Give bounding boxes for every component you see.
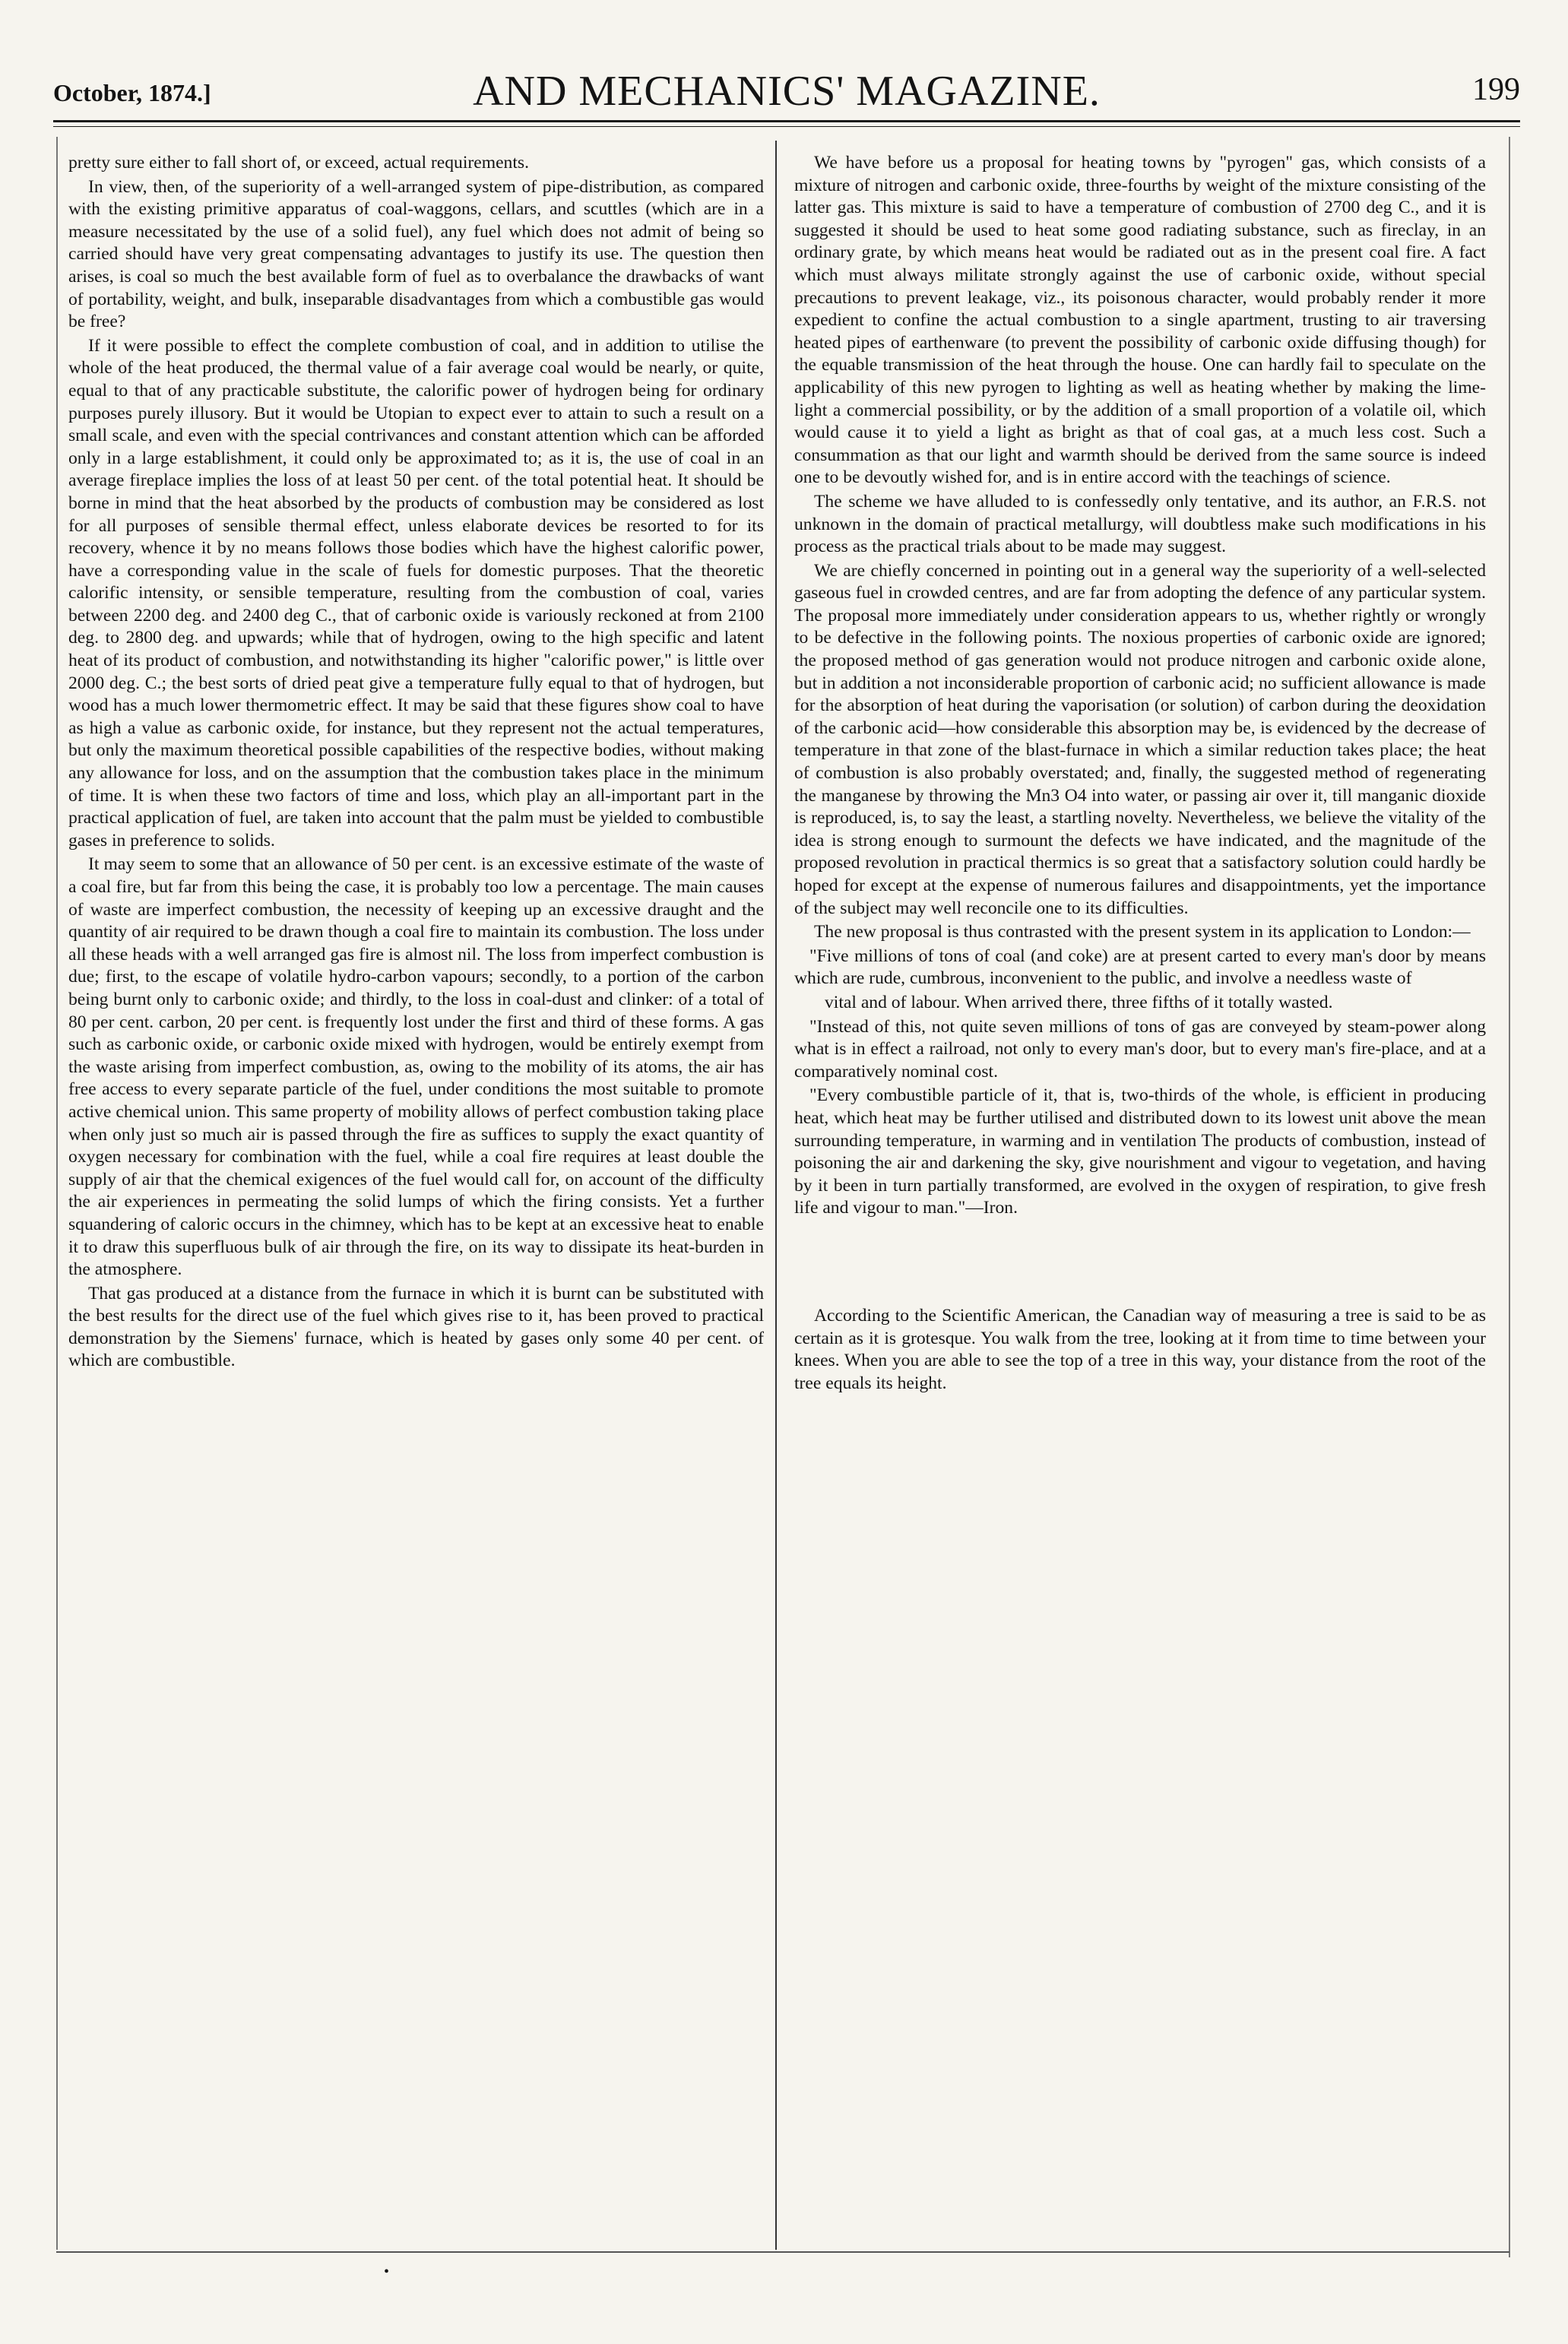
quote-paragraph: vital and of labour. When arrived there, three fifths of it totally wasted.	[825, 992, 1333, 1012]
paragraph: According to the Scientific American, the Canadian way of measuring a tree is said to be as certain as it is grotesque. You walk from the tree, looking at it from time to time between your knees. When you are able to see the top of a tree in this way, your distance from the root of the tree equals its height.	[794, 1305, 1486, 1393]
paragraph: In view, then, of the superiority of a well-arranged system of pipe-distribution, as compared with the existing primitive apparatus of coal-waggons, cellars, and scuttles (which are in a measure necessitated by the use of a solid fuel), any fuel which does not admit of being so carried should have very great compensating advantages to justify its use. The question then arises, is coal so much the best available form of fuel as to overbalance the drawbacks of want of portability, weight, and bulk, inseparable disadvantages from which a combustible gas would be free?	[68, 176, 764, 332]
left-column	[68, 152, 764, 1374]
paragraph: pretty sure either to fall short of, or exceed, actual requirements.	[68, 153, 529, 173]
page-header	[53, 64, 1520, 117]
paragraph: We are chiefly concerned in pointing out in a general way the superiority of a well-selected gaseous fuel in crowded centres, and are far from adopting the defence of any particular system. The proposal more immediately under consideration appears to us, whether rightly or wrongly to be defective in the following points. The noxious properties of carbonic oxide are ignored; the proposed method of gas generation would not produce nitrogen and carbonic oxide alone, but in addition a not inconsiderable proportion of carbonic acid; no sufficient allowance is made for the absorption of heat during the vaporisation (or solution) of carbon during the deoxidation of the carbonic acid—how considerable this absorption may be, is evidenced by the decrease of temperature in that zone of the blast-furnace in which a similar reduction takes place; the heat of combustion is also probably overstated; and, finally, the suggested method of regenerating the manganese by throwing the Mn3 O4 into water, or passing air over it, till manganic dioxide is reproduced, is, to say the least, a startling novelty. Nevertheless, we believe the vitality of the idea is strong enough to surmount the defects we have indicated, and the magnitude of the proposed revolution in practical thermics is so great that a satisfactory solution could hardly be hoped for except at the expense of numerous failures and disappointments, yet the importance of the subject may well reconcile one to its difficulties.	[794, 560, 1486, 918]
bottom-rule	[56, 2251, 1509, 2253]
header-date: October, 1874.]	[53, 79, 211, 106]
header-rule	[53, 120, 1520, 122]
section-gap	[794, 1221, 1486, 1305]
header-rule-thin	[53, 126, 1520, 127]
paragraph: The new proposal is thus contrasted with the present system in its application to London:—	[814, 922, 1471, 942]
ornament-dot: •	[384, 2263, 390, 2280]
paragraph: The scheme we have alluded to is confessedly only tentative, and its author, an F.R.S. not unknown in the domain of practical metallurgy, will doubtless make such modifications in his process as the practical trials about to be made may suggest.	[794, 491, 1486, 557]
quote-paragraph: "Five millions of tons of coal (and coke) are at present carted to every man's door by means which are rude, cumbrous, inconvenient to the public, and involve a needless waste of	[794, 946, 1486, 989]
paragraph: It may seem to some that an allowance of 50 per cent. is an excessive estimate of the waste of a coal fire, but far from this being the case, it is probably too low a percentage. The main causes of waste are imperfect combustion, the necessity of keeping up an excessive draught and the quantity of air required to be drawn though a coal fire to maintain its combustion. The loss under all these heads with a well arranged gas fire is almost nil. The loss from imperfect combustion is due; first, to the escape of volatile hydro-carbon vapours; secondly, to a portion of the carbon being burnt only to carbonic oxide; and thirdly, to the loss in coal-dust and clinker: of a total of 80 per cent. carbon, 20 per cent. is frequently lost under the first and third of these forms. A gas such as carbonic oxide, or carbonic oxide mixed with hydrogen, would be entirely exempt from the waste arising from imperfect combustion, as, owing to the mobility of its atoms, the air has free access to every separate particle of the fuel, under conditions the most suitable to promote active chemical union. This same property of mobility allows of perfect combustion taking place when only just so much air is passed through the fire as suffices to supply the exact quantity of oxygen necessary for combination with the fuel, while a coal fire requires at least double the supply of air that the chemical exigences of the fuel would call for, on account of the difficulty the air experiences in permeating the solid lumps of which the firing consists. Yet a further squandering of caloric occurs in the chimney, which has to be kept at an excessive heat to enable it to draw this superfluous bulk of air through the fire, on its way to dissipate its heat-burden in the atmosphere.	[68, 854, 764, 1280]
column-divider	[775, 141, 777, 2250]
right-column	[794, 152, 1486, 1396]
quote-paragraph: "Every combustible particle of it, that is, two-thirds of the whole, is efficient in producing heat, which heat may be further utilised and distributed down to its lowest unit above the mean surrounding temperature, in warming and in ventilation The products of combustion, instead of poisoning the air and darkening the sky, give nourishment and vigour to vegetation, and having by it been in turn partially transformed, are evolved in the oxygen of respiration, to give fresh life and vigour to man."—Iron.	[794, 1085, 1486, 1218]
paragraph: If it were possible to effect the complete combustion of coal, and in addition to utilise the whole of the heat produced, the thermal value of a fair average coal would be nearly, or quite, equal to that of any practicable substitute, the calorific power of hydrogen being for ordinary purposes purely illusory. But it would be Utopian to expect ever to attain to such a result on a small scale, and even with the special contrivances and constant attention which can be afforded only in a large establishment, it could only be approximated to; as it is, the use of coal in an average fireplace implies the loss of at least 50 per cent. of the total potential heat. It should be borne in mind that the heat absorbed by the products of combustion may be considered as lost for all purposes of sensible thermal effect, unless elaborate devices be resorted to for its recovery, whence it by no means follows those bodies which have the highest calorific power, have a corresponding value in the scale of fuels for domestic purposes. That the theoretic calorific intensity, or sensible temperature, resulting from the combustion of coal, varies between 2200 deg. and 2400 deg C., that of carbonic oxide is variously reckoned at from 2100 deg. to 2800 deg. and upwards; while that of hydrogen, owing to the high specific and latent heat of its product of combustion, and notwithstanding its higher "calorific power," is little over 2000 deg. C.; the best sorts of dried peat give a temperature fully equal to that of hydrogen, but wood has a much lower thermometric effect. It may be said that these figures show coal to have as high a value as carbonic oxide, for instance, but they represent not the actual temperatures, but only the maximum theoretical possible capabilities of the respective bodies, without making any allowance for loss, and on the assumption that the combustion takes place in the minimum of time. It is when these two factors of time and loss, which play an all-important part in the practical application of fuel, are taken into account that the palm must be yielded to combustible gases in preference to solids.	[68, 335, 764, 850]
right-page-edge	[1509, 137, 1510, 2257]
quote-paragraph: "Instead of this, not quite seven millions of tons of gas are conveyed by steam-power along what is in effect a railroad, not only to every man's door, but to every man's fire-place, and at a comparatively nominal cost.	[794, 1016, 1486, 1082]
paragraph: That gas produced at a distance from the furnace in which it is burnt can be substituted with the best results for the direct use of the fuel which gives rise to it, has been proved to practical demonstration by the Siemens' furnace, which is heated by gases only some 40 per cent. of which are combustible.	[68, 1283, 764, 1371]
page-number: 199	[1472, 72, 1520, 107]
header-title: AND MECHANICS' MAGAZINE.	[473, 68, 1101, 115]
left-page-edge	[56, 137, 58, 2250]
paragraph: We have before us a proposal for heating towns by "pyrogen" gas, which consists of a mixture of nitrogen and carbonic oxide, three-fourths by weight of the mixture consisting of the latter gas. This mixture is said to have a temperature of combustion of 2700 deg C., and it is suggested it should be used to heat some good radiating substance, such as fireclay, in an ordinary grate, by which means heat would be radiated out as in the present coal fire. A fact which must always militate strongly against the use of carbonic oxide, without special precautions to prevent leakage, viz., its poisonous character, would probably render it more expedient to confine the actual combustion to a single apartment, trusting to air traversing heated pipes of earthenware (to prevent the possibility of carbonic oxide diffusing though) for the equable transmission of the heat through the house. One can hardly fail to speculate on the applicability of this new pyrogen to lighting as well as heating whether by making the lime-light a commercial possibility, or by the addition of a small proportion of a volatile oil, which would cause it to yield a light as bright as that of coal gas, at a much less cost. Such a consummation as that our light and warmth should be derived from the same source is indeed one to be devoutly wished for, and is in entire accord with the teachings of science.	[794, 153, 1486, 488]
